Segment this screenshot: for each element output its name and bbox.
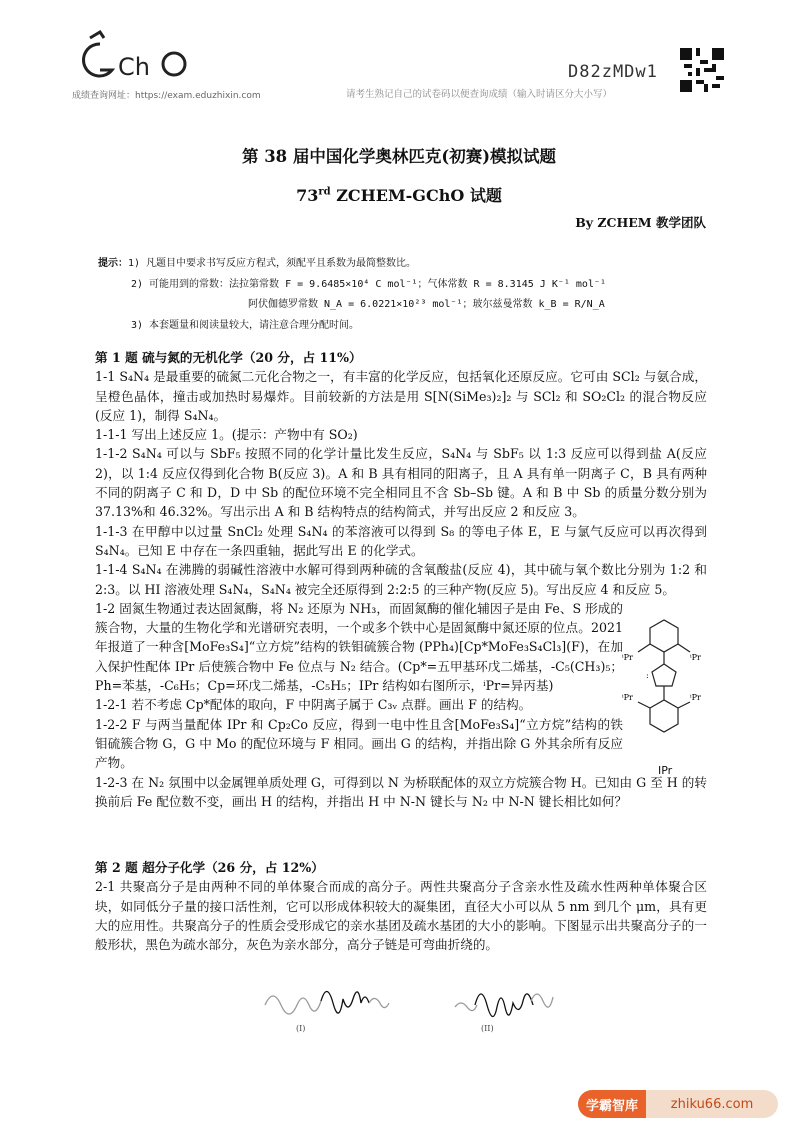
- svg-text::: :: [646, 671, 649, 680]
- exam-title: 第 38 届中国化学奥林匹克(初赛)模拟试题: [241, 147, 557, 166]
- note-1: 1) 凡题目中要求书写反应方程式，须配平且系数为最简整数比。: [128, 258, 417, 269]
- code-hint: 请考生熟记自己的试卷码以便查询成绩（输入时请区分大小写）: [346, 89, 613, 100]
- watermark-banner[interactable]: [578, 1090, 778, 1118]
- exam-subtitle: 73rd ZCHEM-GChO 试题: [296, 186, 502, 205]
- question-1: [95, 348, 707, 811]
- q1-p5: 1-1-4 S₄N₄ 在沸腾的弱碱性溶液中水解可得到两种硫的含氧酸盐(反应 4)，其中硫与氧个数比分别为 1:2 和 2:3。以 HI 溶液处理 S₄N₄，S₄N₄ 被完全还原得到 2:2:5 的三种产物(反应 5)。写出反应 4 和反应 5。: [95, 562, 707, 597]
- q1-p8: 1-2-2 F 与两当量配体 IPr 和 Cp₂Co 反应，得到一电中性且含[MoFe₃S₄]“立方烷”结构的铁钼硫簇合物 G，G 中 Mo 的配位环境与 F 相同。画出 G 的结构，并指出除 G 外其余所有反应产物。: [95, 716, 623, 771]
- watermark-left: 学霸智库: [578, 1090, 646, 1118]
- notes-lead: 提示：: [98, 258, 128, 269]
- svg-text:ⁱPr: ⁱPr: [622, 693, 633, 702]
- note-2b: 阿伏伽德罗常数 N_A = 6.0221×10²³ mol⁻¹；玻尔兹曼常数 k_B = R/N_A: [248, 299, 605, 310]
- ipr-label: IPr: [658, 764, 673, 777]
- question-2: [95, 858, 707, 954]
- gcho-logo: [78, 30, 198, 86]
- q1-p3: 1-1-2 S₄N₄ 可以与 SbF₅ 按照不同的化学计量比发生反应，S₄N₄ 与 SbF₅ 以 1:3 反应可以得到盐 A(反应 2)，以 1:4 反应仅得到化合物 B(反应 3)。A 和 B 具有相同的阳离子，且 A 具有单一阴离子 C，B 具有两种不同的阴离子 C 和 D，D 中 Sb 的配位环境不完全相同且不含 Sb–Sb 键。A 和 B 中 Sb 的质量分数分别为 37.13%和 46.32%。写出示出 A 和 B 结构特点的结构简式，并写出反应 2 和反应 3。: [95, 446, 707, 520]
- svg-text:ⁱPr: ⁱPr: [622, 653, 633, 662]
- q1-p9: 1-2-3 在 N₂ 氛围中以金属锂单质处理 G，可得到以 N 为桥联配体的双立方烷簇合物 H。已知由 G 至 H 的转换前后 Fe 配位数不变，画出 H 的结构，并指出 H 中 N-N 键长与 N₂ 中 N-N 键长相比如何？: [95, 774, 707, 809]
- note-3: 3) 本套题量和阅读量较大，请注意合理分配时间。: [131, 319, 360, 331]
- q1-p4: 1-1-3 在甲醇中以过量 SnCl₂ 处理 S₄N₄ 的苯溶液可以得到 S₈ 的等电子体 E，E 与氯气反应可以再次得到 S₄N₄。已知 E 中存在一条四重轴，据此写出 E 的化学式。: [95, 523, 707, 558]
- svg-text:ⁱPr: ⁱPr: [690, 693, 701, 702]
- watermark-right: zhiku66.com: [646, 1090, 778, 1118]
- score-link[interactable]: 成绩查询网址：https://exam.eduzhixin.com: [72, 91, 261, 101]
- byline: By ZCHEM 教学团队: [575, 215, 706, 230]
- qr-code-icon: [680, 48, 724, 92]
- ipr-structure-diagram: [618, 616, 718, 786]
- q1-heading: 第 1 题 硫与氮的无机化学（20 分，占 11%）: [95, 350, 362, 365]
- note-2a: 2) 可能用到的常数：法拉第常数 F = 9.6485×10⁴ C mol⁻¹；气体常数 R = 8.3145 J K⁻¹ mol⁻¹: [131, 278, 607, 290]
- q2-p1: 2-1 共聚高分子是由两种不同的单体聚合而成的高分子。两性共聚高分子含亲水性及疏水性两种单体聚合区块，如同低分子量的接口活性剂，它可以形成体积较大的凝集团，直径大小可以从 5 nm 到几个 μm，具有更大的应用性。共聚高分子的性质会受形成它的亲水基团及疏水基团的大小的影响。下图显示出共聚高分子的一般形状，黑色为疏水部分，灰色为亲水部分，高分子链是可弯曲折绕的。: [95, 879, 707, 953]
- q2-heading: 第 2 题 超分子化学（26 分，占 12%）: [95, 860, 324, 875]
- figure-caption-2: (II): [481, 1024, 494, 1033]
- q1-p7: 1-2-1 若不考虑 Cp*配体的取向，F 中阴离子属于 C₃ᵥ 点群。画出 F 的结构。: [95, 697, 532, 713]
- figure-caption-1: (I): [296, 1024, 306, 1033]
- q1-p6: 1-2 固氮生物通过表达固氮酶，将 N₂ 还原为 NH₃，而固氮酶的催化辅因子是由 Fe、S 形成的簇合物，大量的生物化学和光谱研究表明，一个或多个铁中心是固氮酶中氮还原的位点。2021 年报道了一种含[MoFe₃S₄]“立方烷”结构的铁钼硫簇合物 (PPh₄)[Cp*MoFe₃S₄Cl₃](F)，在加入保护性配体 IPr 后使簇合物中 Fe 位点与 N₂ 结合。(Cp*=五甲基环戊二烯基，-C₅(CH₃)₅；Ph=苯基，-C₆H₅；Cp=环戊二烯基，-C₅H₅；IPr 结构如右图所示，ⁱPr=异丙基): [95, 600, 623, 694]
- svg-text:ⁱPr: ⁱPr: [690, 653, 701, 662]
- copolymer-figure: [255, 965, 565, 1041]
- q1-p1: 1-1 S₄N₄ 是最重要的硫氮二元化合物之一，有丰富的化学反应，包括氧化还原反应。它可由 SCl₂ 与氨合成，呈橙色晶体，撞击或加热时易爆炸。目前较新的方法是用 S[N(SiMe₃)₂]₂ 与 SCl₂ 和 SO₂Cl₂ 的混合物反应(反应 1)，制得 S₄N₄。: [95, 369, 707, 423]
- exam-notes: [98, 254, 718, 336]
- svg-text:Ch: Ch: [118, 53, 150, 81]
- exam-code: D82zMDw1: [568, 62, 658, 82]
- q1-p2: 1-1-1 写出上述反应 1。(提示：产物中有 SO₂): [95, 427, 358, 443]
